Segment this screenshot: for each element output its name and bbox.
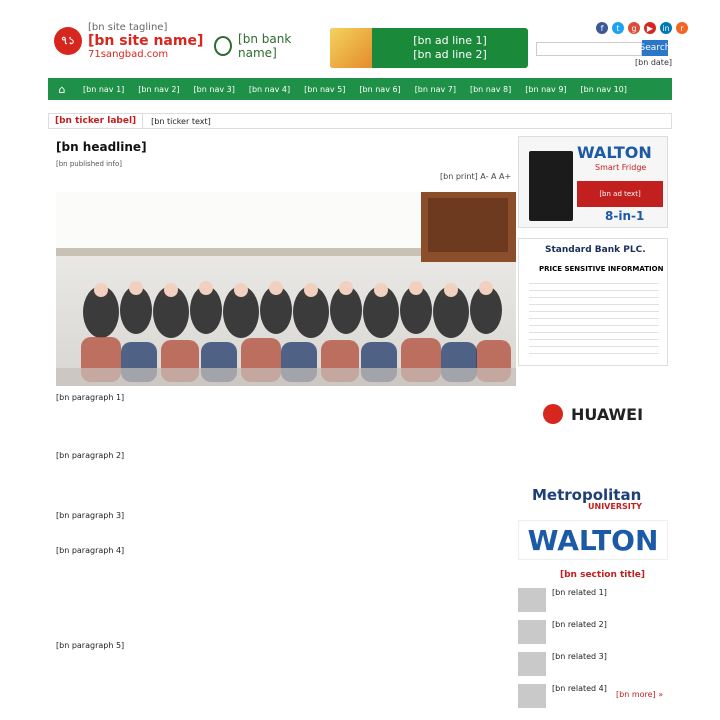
search-button[interactable]	[639, 40, 671, 56]
article-headline: [bn headline]	[56, 140, 147, 154]
banner-line-2: [bn ad line 2]	[413, 48, 487, 61]
nav-item[interactable]: [bn nav 4]	[248, 84, 291, 94]
ticker-text[interactable]: [bn ticker text]	[151, 116, 211, 126]
search-input[interactable]	[536, 42, 642, 56]
side-thumb	[518, 620, 546, 644]
article-paragraph: [bn paragraph 3]	[56, 511, 125, 520]
fridge-image	[529, 151, 573, 221]
price-sensitive-title: PRICE SENSITIVE INFORMATION	[539, 265, 664, 273]
rss-icon[interactable]: r	[676, 22, 688, 34]
ticker-label: [bn ticker label]	[49, 114, 143, 128]
social-links	[596, 22, 688, 34]
metropolitan-title: Metropolitan	[532, 486, 642, 504]
article-paragraph: [bn paragraph 5]	[56, 641, 125, 650]
article-photo	[56, 192, 516, 386]
side-thumb	[518, 588, 546, 612]
metropolitan-ad[interactable]	[518, 474, 668, 516]
site-logo[interactable]	[54, 22, 203, 60]
logo-tagline: [bn site tagline]	[88, 22, 168, 33]
bank-logo-icon	[214, 36, 232, 56]
facebook-icon[interactable]: f	[596, 22, 608, 34]
article-paragraph: [bn paragraph 4]	[56, 546, 125, 555]
nav-item[interactable]: [bn nav 5]	[304, 84, 346, 94]
logo-name: [bn site name]	[88, 33, 204, 49]
side-news-text: [bn related 2]	[552, 620, 607, 629]
logo-badge: ৭১	[54, 27, 82, 55]
standard-bank-notice[interactable]	[518, 238, 668, 366]
article-paragraph: [bn paragraph 2]	[56, 451, 125, 460]
nav-item[interactable]: [bn nav 2]	[138, 84, 180, 94]
side-news-text: [bn related 1]	[552, 588, 607, 597]
islami-bank-ad[interactable]	[214, 28, 322, 64]
linkedin-icon[interactable]: in	[660, 22, 672, 34]
bank-name: [bn bank name]	[238, 32, 292, 60]
walton-fridge-ad[interactable]	[518, 136, 668, 228]
huawei-ad[interactable]	[518, 396, 668, 432]
nav-item[interactable]: [bn nav 1]	[83, 84, 125, 94]
nav-item[interactable]: [bn nav 7]	[414, 84, 456, 94]
side-news-item[interactable]	[518, 620, 668, 644]
side-thumb	[518, 684, 546, 708]
banner-image	[330, 28, 372, 68]
huawei-logo-icon	[543, 404, 563, 424]
news-ticker	[48, 113, 672, 129]
notice-text-lines	[529, 277, 659, 359]
std-bank-name: Standard Bank PLC.	[545, 245, 646, 255]
logo-text	[88, 22, 203, 60]
logo-domain: 71sangbad.com	[88, 49, 169, 60]
huawei-text: HUAWEI	[570, 404, 644, 424]
walton-ad[interactable]	[518, 520, 668, 560]
walton-subtitle: Smart Fridge	[595, 163, 647, 172]
article-meta: [bn published info]	[56, 160, 122, 168]
metropolitan-subtitle: UNIVERSITY	[588, 502, 642, 511]
bank-banner-ad[interactable]	[330, 28, 528, 68]
date-line: [bn date]	[635, 58, 672, 67]
side-news-text: [bn related 4]	[552, 684, 607, 693]
article-paragraph: [bn paragraph 1]	[56, 393, 125, 402]
group-photo	[56, 192, 516, 386]
home-icon[interactable]: ⌂	[58, 82, 66, 96]
walton-title: WALTON	[577, 143, 652, 162]
recent-news-title: [bn section title]	[560, 570, 645, 580]
nav-item[interactable]: [bn nav 8]	[469, 84, 512, 94]
nav-item[interactable]: [bn nav 10]	[580, 84, 627, 94]
nav-item[interactable]: [bn nav 3]	[193, 84, 235, 94]
article-tools[interactable]: [bn print] A- A A+	[440, 172, 512, 181]
more-link[interactable]: [bn more] »	[616, 690, 664, 699]
side-news-item[interactable]	[518, 588, 668, 612]
header	[0, 0, 720, 78]
walton2-title: WALTON	[527, 523, 659, 557]
banner-line-1: [bn ad line 1]	[413, 34, 487, 48]
youtube-icon[interactable]: ▶	[644, 22, 656, 34]
nav-item[interactable]: [bn nav 9]	[525, 84, 567, 94]
side-news-text: [bn related 3]	[552, 652, 607, 661]
fridge-8in1: 8-in-1	[605, 209, 645, 223]
nav-item[interactable]: [bn nav 6]	[359, 84, 401, 94]
fridge-ad-bn: [bn ad text]	[599, 190, 641, 198]
search-button-label: Search	[639, 43, 671, 53]
twitter-icon[interactable]: t	[612, 22, 624, 34]
fridge-ad-badge	[577, 181, 663, 207]
main-nav	[48, 78, 672, 100]
side-thumb	[518, 652, 546, 676]
side-news-item[interactable]	[518, 652, 668, 676]
google-plus-icon[interactable]: g	[628, 22, 640, 34]
banner-text	[372, 34, 528, 62]
